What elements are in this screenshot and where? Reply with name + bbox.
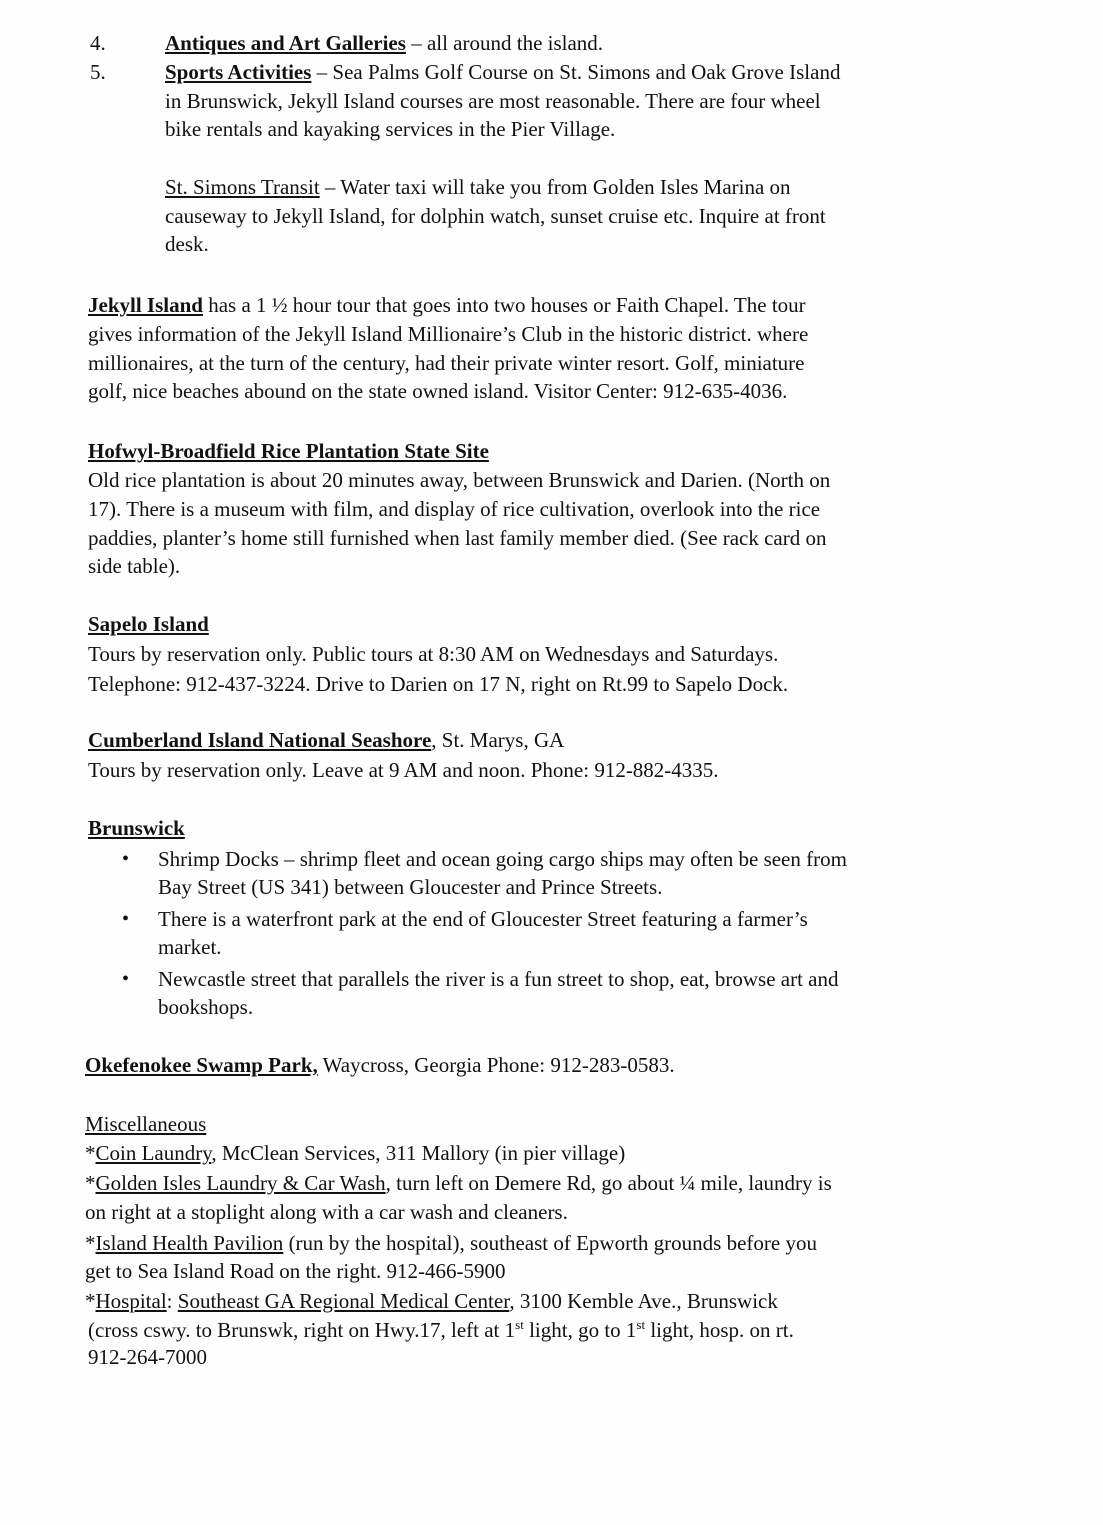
transit-title: St. Simons Transit [165,175,320,199]
coin-laundry-text: , McClean Services, 311 Mallory (in pier village) [211,1141,626,1165]
cumberland-text: , St. Marys, GA [431,728,565,752]
text-line: paddies, planter’s home still furnished when last family member died. (See rack card on [88,526,827,550]
okefenokee-line [85,1052,675,1079]
text-line: Tours by reservation only. Leave at 9 AM and noon. Phone: 912-882-4335. [88,758,719,782]
brunswick-title: Brunswick [88,816,185,840]
bullet-marker: • [122,968,130,990]
coin-laundry-line [85,1140,625,1167]
text-line: millionaires, at the turn of the century, had their private winter resort. Golf, miniature [88,351,805,375]
bullet-marker: • [122,908,130,930]
text: light, hosp. on rt. [645,1318,794,1342]
text-line: golf, nice beaches abound on the state owned island. Visitor Center: 912-635-4036. [88,379,788,403]
golden-isles-line [85,1170,832,1197]
separator: : [166,1289,178,1313]
ordinal: st [515,1317,524,1332]
item-text: – all around the island. [405,31,604,55]
cumberland-heading-line [88,727,564,754]
text-line: bike rentals and kayaking services in the Pier Village. [165,117,616,141]
bullet-text: There is a waterfront park at the end of Gloucester Street featuring a farmer’s [158,907,808,931]
coin-laundry-title: Coin Laundry [95,1141,212,1165]
star: * [85,1141,96,1165]
sapelo-title: Sapelo Island [88,612,209,636]
text-line: get to Sea Island Road on the right. 912-466-5900 [85,1259,506,1283]
hospital-text: , 3100 Kemble Ave., Brunswick [509,1289,778,1313]
hospital-title: Hospital [95,1289,167,1313]
misc-title: Miscellaneous [85,1112,207,1136]
golden-isles-text: , turn left on Demere Rd, go about ¼ mile, laundry is [385,1171,832,1195]
transit-text: – Water taxi will take you from Golden Isles Marina on [319,175,791,199]
text-line: 17). There is a museum with film, and display of rice cultivation, overlook into the rice [88,497,821,521]
jekyll-heading-line [88,292,806,319]
text-line: side table). [88,554,181,578]
jekyll-title: Jekyll Island [88,293,203,317]
bullet-marker: • [122,848,130,870]
text: light, go to 1 [523,1318,637,1342]
ordinal: st [636,1317,646,1332]
item-sports [165,59,840,86]
cumberland-title: Cumberland Island National Seashore [88,728,432,752]
hospital-line [85,1288,778,1315]
bullet-text: market. [158,935,222,959]
item-number: 5. [90,60,106,84]
okefenokee-text: Waycross, Georgia Phone: 912-283-0583. [317,1053,675,1077]
hospital-name: Southeast GA Regional Medical Center [177,1289,510,1313]
hofwyl-title: Hofwyl-Broadfield Rice Plantation State Site [88,439,489,463]
text-line: desk. [165,232,209,256]
text: (cross cswy. to Brunswk, right on Hwy.17, left at 1 [88,1318,516,1342]
health-pavilion-title: Island Health Pavilion [95,1231,284,1255]
star: * [85,1289,96,1313]
text-line: Telephone: 912-437-3224. Drive to Darien on 17 N, right on Rt.99 to Sapelo Dock. [88,672,789,696]
hospital-directions [88,1317,794,1344]
item-title: Sports Activities [165,60,312,84]
text-line: Old rice plantation is about 20 minutes away, between Brunswick and Darien. (North on [88,468,831,492]
bullet-text: Shrimp Docks – shrimp fleet and ocean going cargo ships may often be seen from [158,847,847,871]
star: * [85,1231,96,1255]
text-line: on right at a stoplight along with a car wash and cleaners. [85,1200,568,1224]
text-line: causeway to Jekyll Island, for dolphin watch, sunset cruise etc. Inquire at front [165,204,826,228]
golden-isles-title: Golden Isles Laundry & Car Wash [95,1171,386,1195]
text-line: in Brunswick, Jekyll Island courses are most reasonable. There are four wheel [165,89,821,113]
item-text: – Sea Palms Golf Course on St. Simons and Oak Grove Island [311,60,841,84]
health-pavilion-text: (run by the hospital), southeast of Epworth grounds before you [283,1231,817,1255]
bullet-text: Bay Street (US 341) between Gloucester and Prince Streets. [158,875,663,899]
item-number: 4. [90,31,106,55]
text-line: Tours by reservation only. Public tours at 8:30 AM on Wednesdays and Saturdays. [88,642,779,666]
okefenokee-title: Okefenokee Swamp Park, [85,1053,318,1077]
bullet-text: bookshops. [158,995,254,1019]
star: * [85,1171,96,1195]
bullet-text: Newcastle street that parallels the river is a fun street to shop, eat, browse art and [158,967,839,991]
item-antiques [165,30,603,57]
hospital-phone: 912-264-7000 [88,1345,207,1369]
health-pavilion-line [85,1230,817,1257]
text-line: gives information of the Jekyll Island Millionaire’s Club in the historic district. where [88,322,809,346]
jekyll-text: has a 1 ½ hour tour that goes into two houses or Faith Chapel. The tour [202,293,806,317]
item-title: Antiques and Art Galleries [165,31,406,55]
transit-heading-line [165,174,791,201]
